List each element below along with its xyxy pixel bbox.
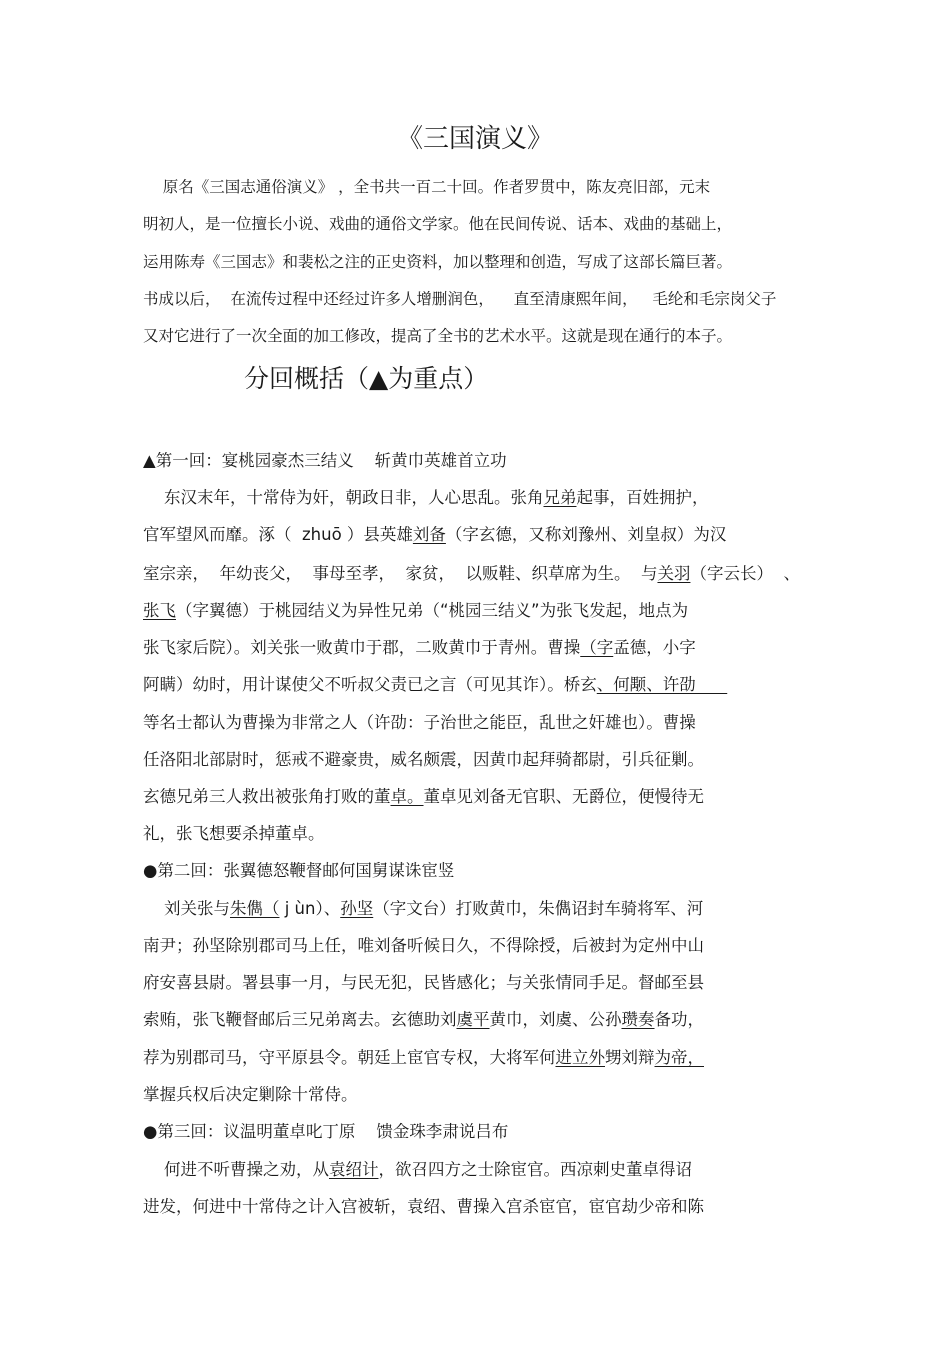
chapter-1-line-5: 张飞家后院）。刘关张一败黄巾于郡，二败黄巾于青州。曹操（字孟德，小字	[143, 638, 696, 657]
section-subtitle: 分回概括（▲为重点）	[244, 364, 489, 393]
chapter-1-line-10: 礼，张飞想要杀掉董卓。	[143, 824, 325, 843]
intro-line-4: 书成以后， 在流传过程中还经过许多人增删润色， 直至清康熙年间， 毛纶和毛宗岗父子	[143, 290, 777, 308]
chapter-1-line-4: 张飞（字翼德）于桃园结义为异性兄弟（“桃园三结义”为张飞发起，地点为	[143, 601, 689, 620]
chapter-1-line-2: 官军望风而靡。涿（ zhuō ）县英雄刘备（字玄德，又称刘豫州、刘皇叔）为汉	[143, 525, 727, 544]
chapter-2-line-1: 刘关张与朱儁（ j ùn）、孙坚（字文台）打败黄巾，朱儁诏封车骑将军、河	[143, 899, 704, 918]
chapter-1-line-7: 等名士都认为曹操为非常之人（许劭：子治世之能臣，乱世之奸雄也）。曹操	[143, 713, 696, 732]
chapter-1-line-8: 任洛阳北部尉时，惩戒不避豪贵，威名颇震，因黄巾起拜骑都尉，引兵征剿。	[143, 750, 704, 769]
chapter-2-line-2: 南尹；孙坚除别郡司马上任，唯刘备听候日久，不得除授，后被封为定州中山	[143, 936, 704, 955]
document-title: 《三国演义》	[396, 124, 553, 154]
chapter-1-line-6: 阿瞒）幼时，用计谋使父不听叔父责已之言（可见其诈）。桥玄、何颙、许劭	[143, 675, 728, 694]
chapter-1-line-9: 玄德兄弟三人救出被张角打败的董卓。董卓见刘备无官职、无爵位，便慢待无	[143, 787, 704, 806]
chapter-3-heading: ●第三回：议温明董卓叱丁原 馈金珠李肃说吕布	[143, 1122, 509, 1141]
chapter-1-heading: ▲第一回：宴桃园豪杰三结义 斩黄巾英雄首立功	[143, 451, 507, 470]
chapter-1-line-3: 室宗亲， 年幼丧父， 事母至孝， 家贫， 以贩鞋、织草席为生。 与关羽（字云长） 、	[143, 564, 800, 583]
chapter-2-heading: ●第二回：张翼德怒鞭督邮何国舅谋诛宦竖	[143, 861, 455, 880]
chapter-2-line-3: 府安喜县尉。署县事一月，与民无犯，民皆感化；与关张情同手足。督邮至县	[143, 973, 704, 992]
chapter-2-line-4: 索贿，张飞鞭督邮后三兄弟离去。玄德助刘虞平黄巾，刘虞、公孙瓒奏备功，	[143, 1010, 704, 1029]
intro-line-5: 又对它进行了一次全面的加工修改，提高了全书的艺术水平。这就是现在通行的本子。	[143, 327, 733, 345]
intro-line-2: 明初人，是一位擅长小说、戏曲的通俗文学家。他在民间传说、话本、戏曲的基础上，	[143, 215, 733, 233]
intro-line-1: 原名《三国志通俗演义》 ，全书共一百二十回。作者罗贯中，陈友亮旧部，元末	[143, 178, 711, 196]
chapter-2-line-6: 掌握兵权后决定剿除十常侍。	[143, 1085, 358, 1104]
chapter-2-line-5: 荐为别郡司马，守平原县令。朝廷上宦官专权，大将军何进立外甥刘辩为帝，	[143, 1048, 704, 1067]
chapter-3-line-2: 进发，何进中十常侍之计入宫被斩，袁绍、曹操入宫杀宦官，宦官劫少帝和陈	[143, 1197, 704, 1216]
chapter-3-line-1: 何进不听曹操之劝，从袁绍计，欲召四方之士除宦官。西凉刺史董卓得诏	[143, 1160, 692, 1179]
chapter-1-line-1: 东汉末年，十常侍为奸，朝政日非，人心思乱。张角兄弟起事，百姓拥护，	[143, 488, 709, 507]
intro-line-3: 运用陈寿《三国志》和裴松之注的正史资料，加以整理和创造，写成了这部长篇巨著。	[143, 253, 733, 271]
